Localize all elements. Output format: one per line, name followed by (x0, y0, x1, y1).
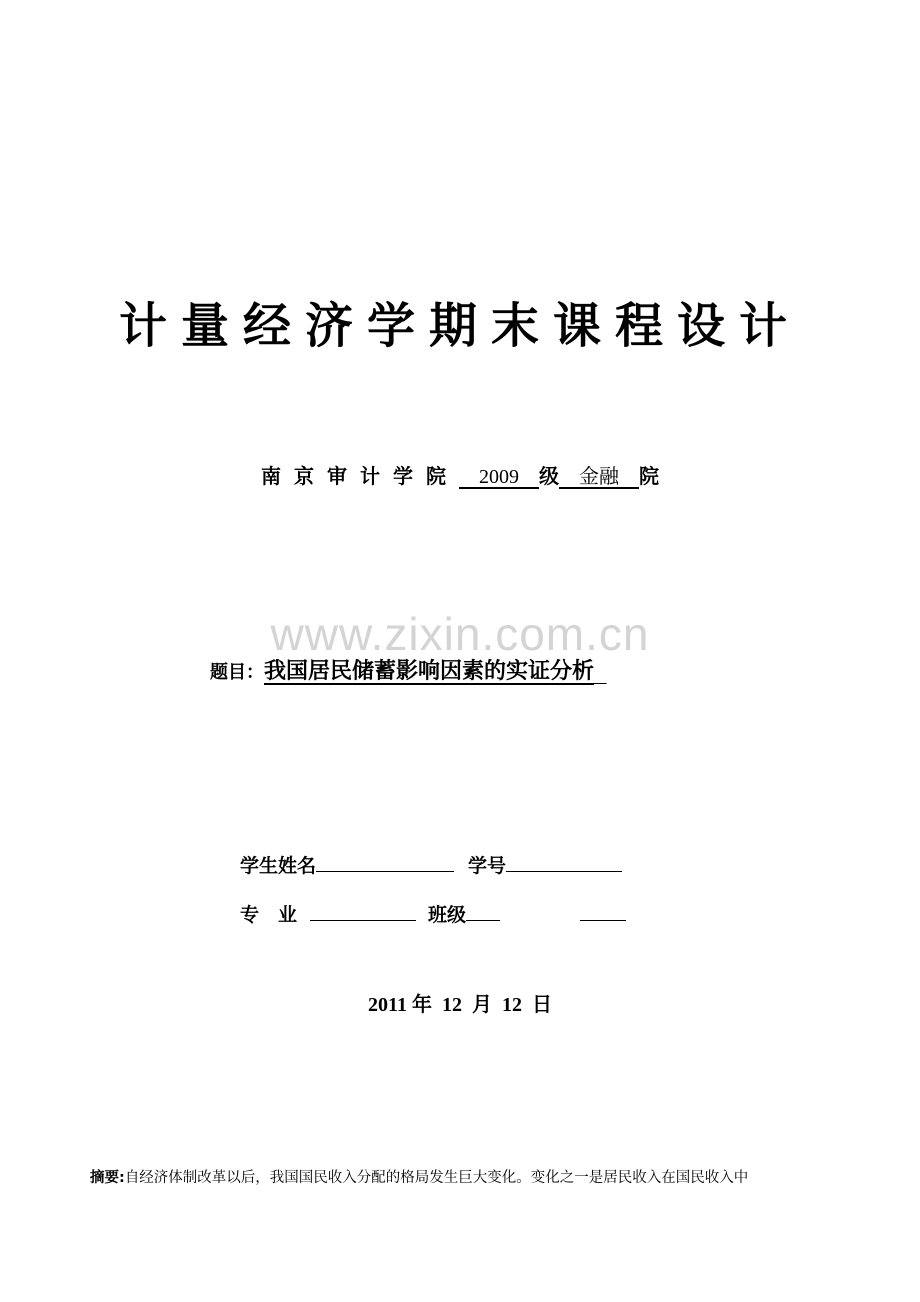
topic-underline-tail (594, 662, 607, 683)
grade-suffix: 级 (539, 464, 559, 488)
department-name: 金融 (579, 466, 619, 488)
school-line (0, 461, 920, 492)
date-year: 2011 (368, 994, 407, 1016)
topic-label: 题目： (210, 662, 264, 683)
watermark: www.zixin.com.cn (270, 608, 650, 660)
abstract (90, 1166, 748, 1190)
class-blank-tail (580, 898, 626, 921)
enrollment-year: 2009 (479, 466, 519, 488)
date-month: 12 (441, 994, 462, 1016)
date-day-unit: 日 (531, 994, 552, 1016)
date-year-unit: 年 (411, 994, 432, 1016)
student-id-label: 学号 (468, 855, 507, 877)
student-id-blank (506, 849, 622, 872)
student-name-blank (316, 849, 454, 872)
department-suffix: 院 (639, 464, 659, 488)
class-blank (466, 898, 500, 921)
school-name: 南京审计学院 (261, 464, 459, 488)
document-title: 计量经济学期末课程设计 (118, 298, 801, 354)
topic-line (210, 655, 607, 690)
major-blank (310, 898, 416, 921)
abstract-label: 摘要: (90, 1170, 125, 1186)
abstract-text: 自经济体制改革以后，我国国民收入分配的格局发生巨大变化。变化之一是居民收入在国民收入中 (124, 1170, 749, 1186)
major-row (240, 898, 626, 929)
student-name-row (240, 849, 622, 880)
major-label: 专 业 (240, 904, 298, 926)
student-name-label: 学生姓名 (240, 855, 317, 877)
date-day: 12 (501, 994, 522, 1016)
topic-value: 我国居民储蓄影响因素的实证分析 (264, 659, 595, 684)
date-month-unit: 月 (471, 994, 492, 1016)
class-label: 班级 (428, 904, 467, 926)
date-line (0, 990, 920, 1020)
